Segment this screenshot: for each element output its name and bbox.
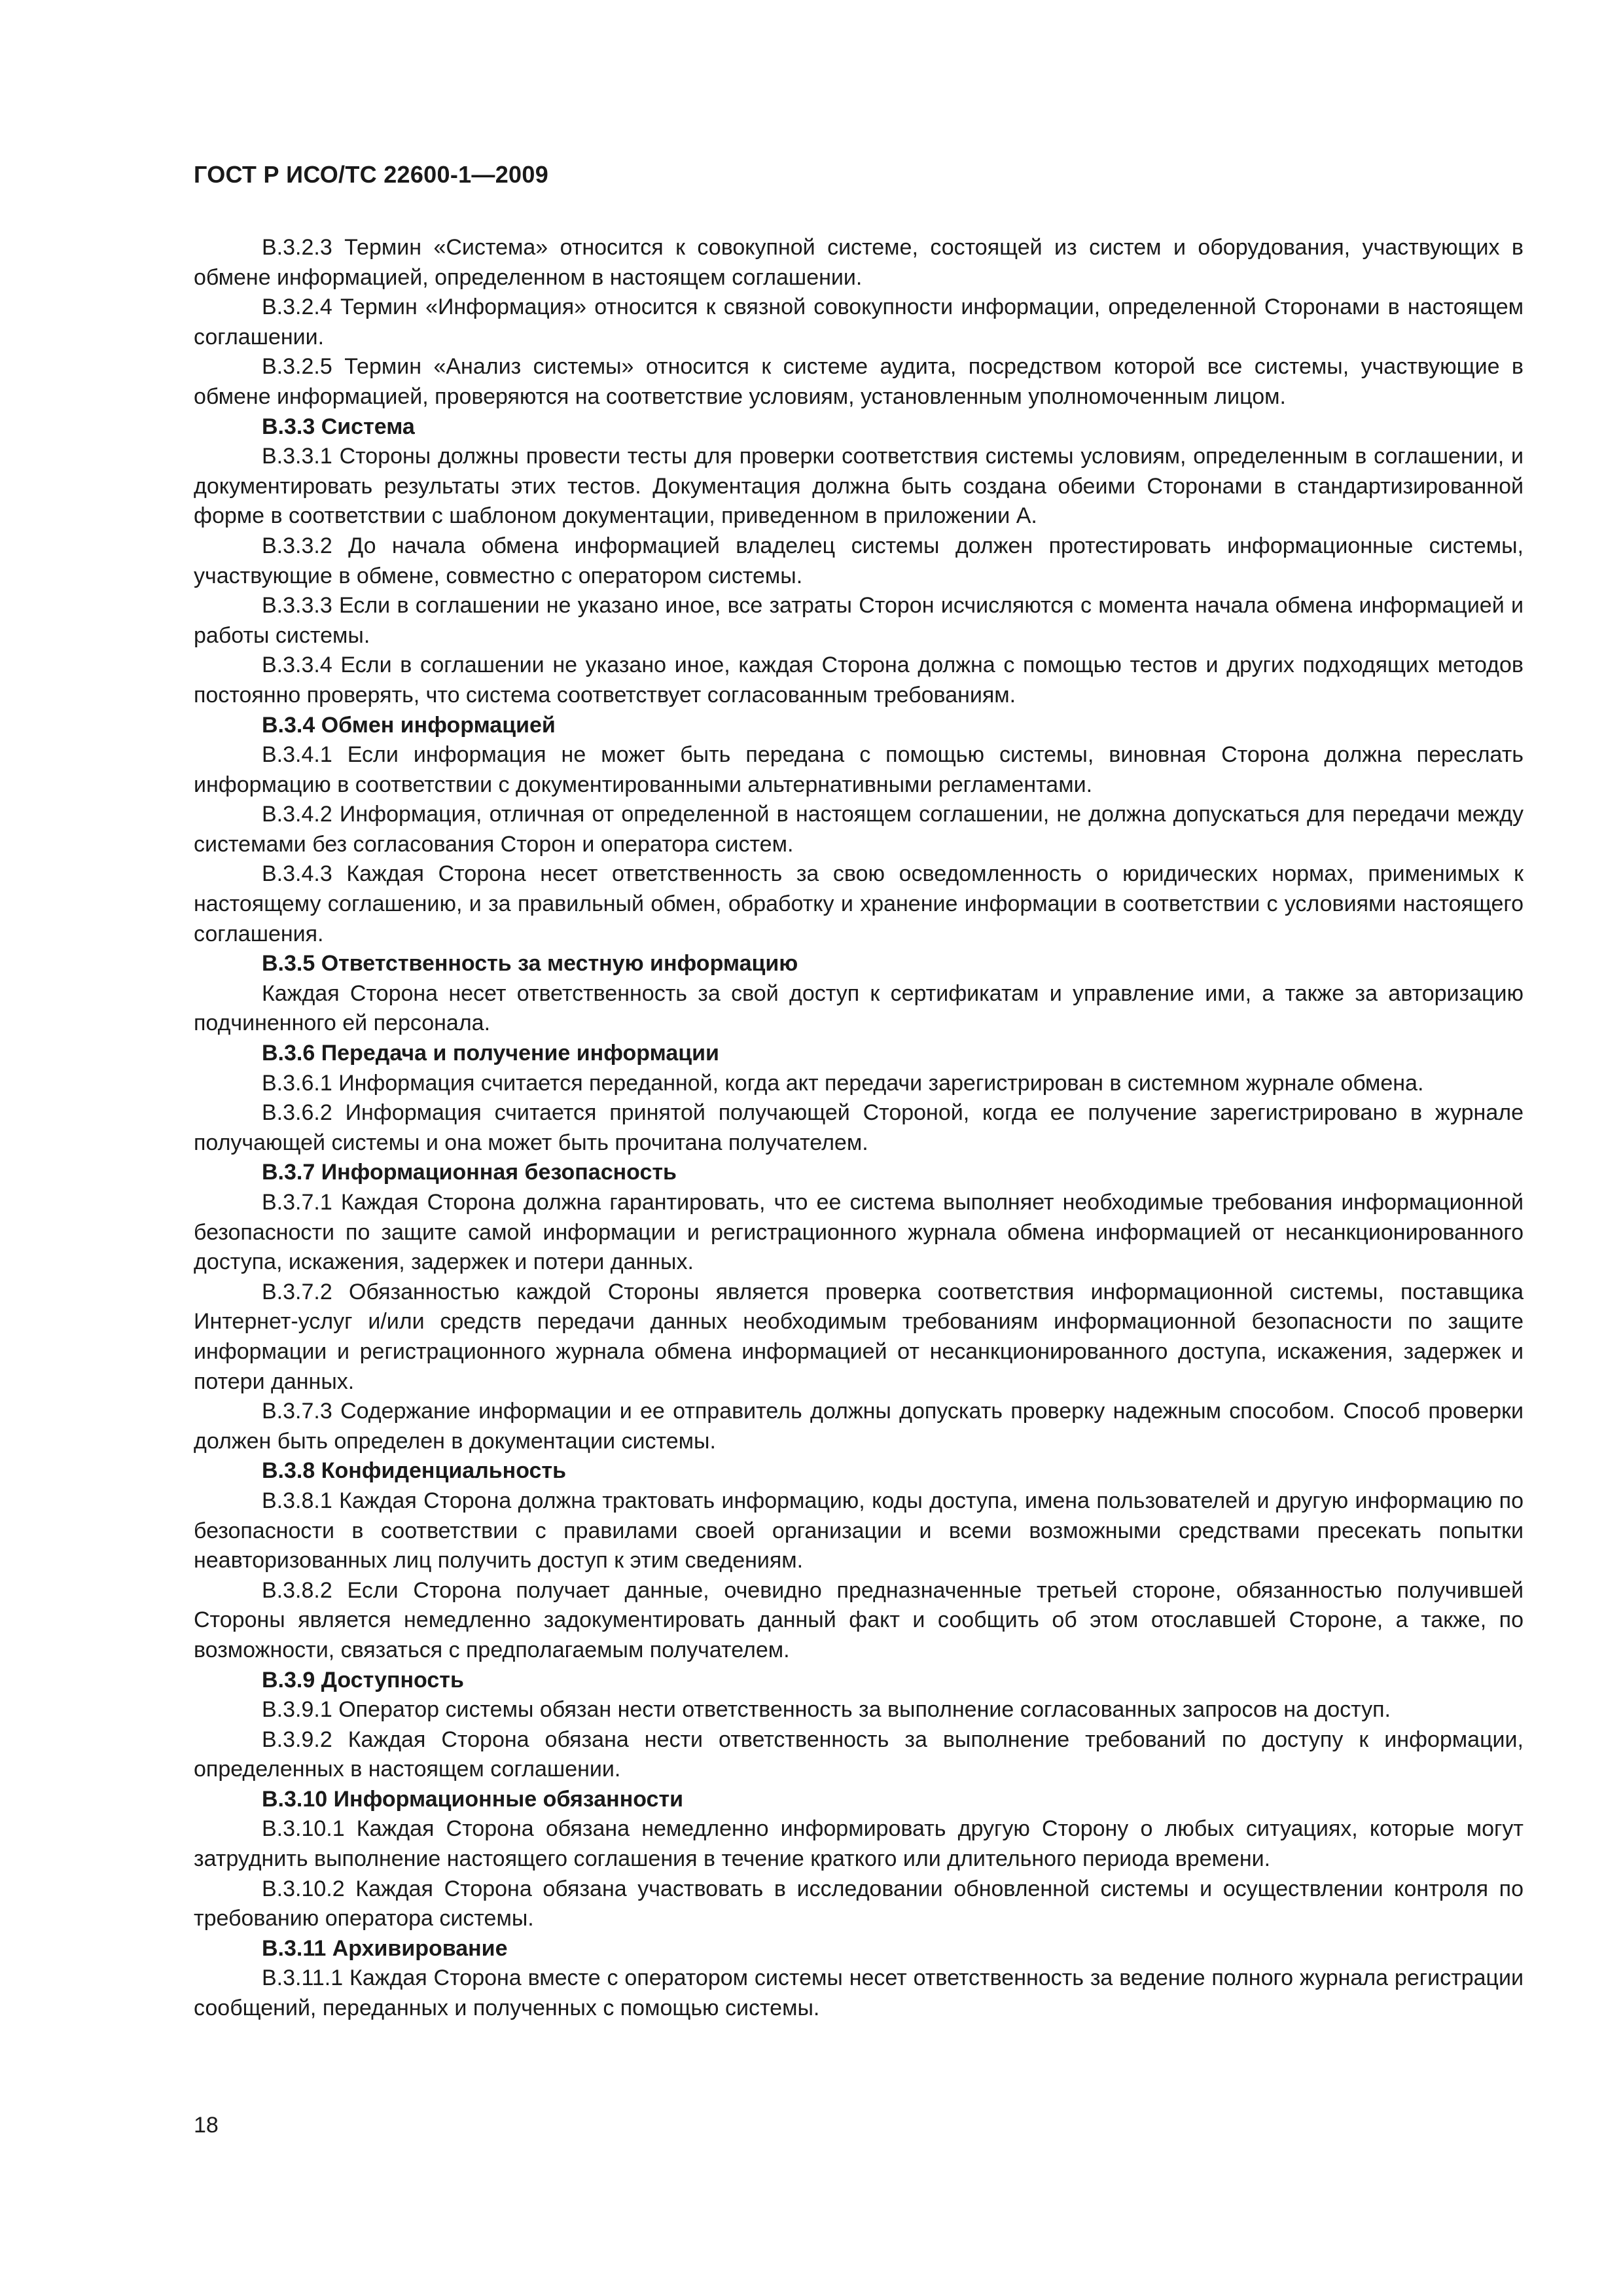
paragraph: B.3.3.1 Стороны должны провести тесты для проверки соответствия системы условиям, определенным в соглашении, и документировать результаты этих тестов. Документация должна быть создана обеими Сторонами в стандартизированной форме в соответствии с шаблоном документации, приведенном в приложении А. [194,444,1524,529]
document-header: ГОСТ Р ИСО/ТС 22600-1—2009 [194,161,549,188]
section-heading: B.3.6 Передача и получение информации [262,1041,719,1066]
section-heading: B.3.4 Обмен информацией [262,712,556,738]
section-heading: B.3.5 Ответственность за местную информацию [262,951,798,977]
paragraph: B.3.8.1 Каждая Сторона должна трактовать информацию, коды доступа, имена пользователей и другую информацию по безопасности в соответствии с правилами своей организации и всеми возможными средствами пресекать попытки неавторизованных лиц получить доступ к этим сведениям. [194,1488,1524,1573]
paragraph: B.3.8.2 Если Сторона получает данные, очевидно предназначенные третьей стороне, обязанностью получившей Стороны является немедленно задокументировать данный факт и сообщить об этом отославшей Стороне, а также, по возможности, связаться с предполагаемым получателем. [194,1577,1524,1662]
document-body [194,233,1524,2024]
section-heading: B.3.10 Информационные обязанности [262,1786,684,1812]
paragraph: B.3.10.2 Каждая Сторона обязана участвовать в исследовании обновленной системы и осуществлении контроля по требованию оператора системы. [194,1876,1524,1931]
section-heading: B.3.9 Доступность [262,1667,464,1693]
section-heading: B.3.3 Система [262,414,415,439]
paragraph: B.3.7.1 Каждая Сторона должна гарантировать, что ее система выполняет необходимые требования информационной безопасности по защите самой информации и регистрационного журнала обмена информацией от несанкционированного доступа, искажения, задержек и потери данных. [194,1190,1524,1275]
paragraph: B.3.7.2 Обязанностью каждой Стороны является проверка соответствия информационной системы, поставщика Интернет-услуг и/или средств передачи данных необходимым требованиям информационной безопасности по защите информации и регистрационного журнала обмена информацией от несанкционированного доступа, искажения, задержек и потери данных. [194,1279,1524,1394]
paragraph: B.3.7.3 Содержание информации и ее отправитель должны допускать проверку надежным способом. Способ проверки должен быть определен в документации системы. [194,1399,1524,1454]
paragraph: B.3.3.3 Если в соглашении не указано иное, все затраты Сторон исчисляются с момента начала обмена информацией и работы системы. [194,593,1524,648]
section-heading: B.3.11 Архивирование [262,1935,508,1961]
section-heading: B.3.8 Конфиденциальность [262,1458,566,1484]
paragraph: B.3.2.5 Термин «Анализ системы» относится к системе аудита, посредством которой все системы, участвующие в обмене информацией, проверяются на соответствие условиям, установленным уполномоченным лицом. [194,354,1524,409]
paragraph: B.3.6.2 Информация считается принятой получающей Стороной, когда ее получение зарегистрировано в журнале получающей системы и она может быть прочитана получателем. [194,1100,1524,1155]
paragraph: B.3.9.2 Каждая Сторона обязана нести ответственность за выполнение требований по доступу к информации, определенных в настоящем соглашении. [194,1727,1524,1782]
paragraph: B.3.3.4 Если в соглашении не указано иное, каждая Сторона должна с помощью тестов и других подходящих методов постоянно проверять, что система соответствует согласованным требованиям. [194,653,1524,708]
page-number: 18 [194,2113,219,2138]
paragraph: B.3.11.1 Каждая Сторона вместе с оператором системы несет ответственность за ведение полного журнала регистрации сообщений, переданных и полученных с помощью системы. [194,1965,1524,2021]
paragraph: B.3.2.3 Термин «Система» относится к совокупной системе, состоящей из систем и оборудования, участвующих в обмене информацией, определенном в настоящем соглашении. [194,235,1524,290]
paragraph: B.3.10.1 Каждая Сторона обязана немедленно информировать другую Сторону о любых ситуациях, которые могут затруднить выполнение настоящего соглашения в течение краткого или длительного периода времени. [194,1816,1524,1872]
paragraph: B.3.2.4 Термин «Информация» относится к связной совокупности информации, определенной Сторонами в настоящем соглашении. [194,295,1524,350]
paragraph: B.3.4.1 Если информация не может быть передана с помощью системы, виновная Сторона должна переслать информацию в соответствии с документированными альтернативными регламентами. [194,742,1524,797]
paragraph: B.3.9.1 Оператор системы обязан нести ответственность за выполнение согласованных запросов на доступ. [262,1697,1391,1723]
paragraph: B.3.4.3 Каждая Сторона несет ответственность за свою осведомленность о юридических нормах, применимых к настоящему соглашению, и за правильный обмен, обработку и хранение информации в соответствии с условиями настоящего соглашения. [194,861,1524,946]
paragraph: Каждая Сторона несет ответственность за свой доступ к сертификатам и управление ими, а также за авторизацию подчиненного ей персонала. [194,980,1524,1036]
paragraph: B.3.6.1 Информация считается переданной, когда акт передачи зарегистрирован в системном журнале обмена. [262,1070,1424,1096]
paragraph: B.3.3.2 До начала обмена информацией владелец системы должен протестировать информационные системы, участвующие в обмене, совместно с оператором системы. [194,533,1524,588]
section-heading: B.3.7 Информационная безопасность [262,1160,677,1185]
paragraph: B.3.4.2 Информация, отличная от определенной в настоящем соглашении, не должна допускаться для передачи между системами без согласования Сторон и оператора систем. [194,802,1524,857]
